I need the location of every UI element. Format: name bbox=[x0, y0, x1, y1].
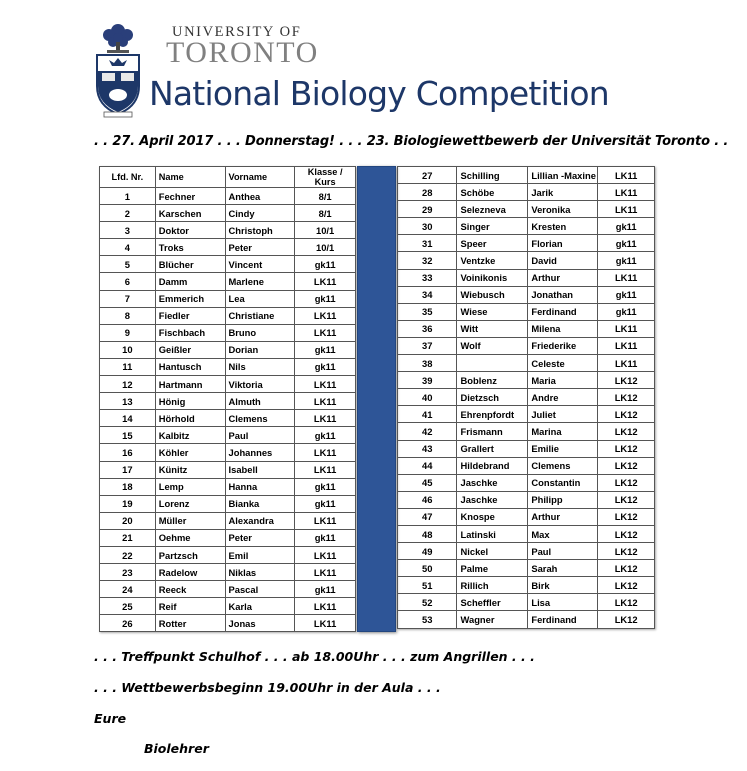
cell-name: Scheffler bbox=[457, 594, 528, 611]
cell-klasse: LK12 bbox=[598, 560, 655, 577]
cell-vorname: Christiane bbox=[225, 307, 295, 324]
cell-name: Müller bbox=[155, 512, 225, 529]
cell-nr: 25 bbox=[100, 598, 156, 615]
cell-nr: 24 bbox=[100, 581, 156, 598]
cell-nr: 4 bbox=[100, 239, 156, 256]
cell-vorname: Emilie bbox=[528, 440, 598, 457]
table-row bbox=[100, 222, 356, 239]
cell-vorname: Isabell bbox=[225, 461, 295, 478]
cell-name: Palme bbox=[457, 560, 528, 577]
cell-name: Ehrenpfordt bbox=[457, 406, 528, 423]
cell-nr: 10 bbox=[100, 341, 156, 358]
blue-divider-bar bbox=[357, 166, 396, 632]
cell-klasse: LK11 bbox=[295, 273, 356, 290]
cell-klasse: LK11 bbox=[295, 598, 356, 615]
cell-name: Hörhold bbox=[155, 410, 225, 427]
cell-klasse: LK11 bbox=[295, 376, 356, 393]
cell-klasse: LK11 bbox=[598, 269, 655, 286]
university-crest-icon bbox=[94, 22, 142, 118]
cell-klasse: gk11 bbox=[295, 478, 356, 495]
table-row bbox=[100, 273, 356, 290]
cell-vorname: Juliet bbox=[528, 406, 598, 423]
column-header-nr: Lfd. Nr. bbox=[100, 167, 156, 188]
cell-klasse: LK11 bbox=[295, 461, 356, 478]
table-row bbox=[398, 440, 655, 457]
table-row bbox=[100, 444, 356, 461]
cell-nr: 30 bbox=[398, 218, 457, 235]
cell-klasse: LK11 bbox=[295, 393, 356, 410]
cell-name: Kalbitz bbox=[155, 427, 225, 444]
cell-klasse: LK12 bbox=[598, 457, 655, 474]
cell-klasse: LK11 bbox=[295, 307, 356, 324]
cell-vorname: Ferdinand bbox=[528, 611, 598, 628]
cell-klasse: LK12 bbox=[598, 525, 655, 542]
cell-vorname: David bbox=[528, 252, 598, 269]
table-row bbox=[398, 201, 655, 218]
cell-nr: 1 bbox=[100, 188, 156, 205]
cell-klasse: gk11 bbox=[295, 427, 356, 444]
cell-klasse: gk11 bbox=[295, 290, 356, 307]
table-row bbox=[398, 543, 655, 560]
column-header-klasse-line1: Klasse / bbox=[307, 167, 343, 177]
cell-klasse: LK12 bbox=[598, 423, 655, 440]
cell-vorname: Bruno bbox=[225, 324, 295, 341]
cell-nr: 21 bbox=[100, 529, 156, 546]
cell-nr: 32 bbox=[398, 252, 457, 269]
cell-klasse: gk11 bbox=[295, 341, 356, 358]
column-header-klasse bbox=[295, 167, 356, 188]
cell-vorname: Nils bbox=[225, 358, 295, 375]
cell-klasse: LK12 bbox=[598, 440, 655, 457]
cell-vorname: Ferdinand bbox=[528, 303, 598, 320]
cell-vorname: Anthea bbox=[225, 188, 295, 205]
cell-vorname: Celeste bbox=[528, 355, 598, 372]
toronto-wordmark: TORONTO bbox=[166, 36, 319, 69]
cell-nr: 3 bbox=[100, 222, 156, 239]
table-row bbox=[398, 303, 655, 320]
cell-klasse: LK11 bbox=[295, 564, 356, 581]
cell-name: Karschen bbox=[155, 205, 225, 222]
cell-klasse: LK12 bbox=[598, 577, 655, 594]
cell-vorname: Emil bbox=[225, 546, 295, 563]
cell-vorname: Niklas bbox=[225, 564, 295, 581]
cell-nr: 37 bbox=[398, 337, 457, 354]
cell-vorname: Birk bbox=[528, 577, 598, 594]
cell-nr: 2 bbox=[100, 205, 156, 222]
cell-nr: 42 bbox=[398, 423, 457, 440]
table-row bbox=[398, 218, 655, 235]
cell-vorname: Paul bbox=[225, 427, 295, 444]
cell-vorname: Veronika bbox=[528, 201, 598, 218]
cell-klasse: LK11 bbox=[598, 355, 655, 372]
cell-vorname: Arthur bbox=[528, 508, 598, 525]
competition-start-note: . . . Wettbewerbsbeginn 19.00Uhr in der Aula . . . bbox=[94, 680, 441, 695]
table-row bbox=[398, 269, 655, 286]
cell-nr: 47 bbox=[398, 508, 457, 525]
cell-vorname: Jonas bbox=[225, 615, 295, 632]
cell-name: Knospe bbox=[457, 508, 528, 525]
cell-klasse: LK12 bbox=[598, 491, 655, 508]
cell-name: Speer bbox=[457, 235, 528, 252]
cell-name: Selezneva bbox=[457, 201, 528, 218]
table-row bbox=[398, 167, 655, 184]
cell-nr: 7 bbox=[100, 290, 156, 307]
cell-name: Künitz bbox=[155, 461, 225, 478]
cell-nr: 14 bbox=[100, 410, 156, 427]
cell-klasse: LK11 bbox=[598, 184, 655, 201]
column-header-vorname: Vorname bbox=[225, 167, 295, 188]
cell-nr: 27 bbox=[398, 167, 457, 184]
table-row bbox=[398, 337, 655, 354]
cell-vorname: Almuth bbox=[225, 393, 295, 410]
participant-table-left bbox=[99, 166, 356, 632]
participant-table-right bbox=[397, 166, 655, 629]
cell-klasse: LK11 bbox=[295, 546, 356, 563]
table-row bbox=[398, 286, 655, 303]
table-row bbox=[100, 358, 356, 375]
cell-nr: 15 bbox=[100, 427, 156, 444]
table-row bbox=[398, 611, 655, 628]
cell-nr: 13 bbox=[100, 393, 156, 410]
cell-nr: 39 bbox=[398, 372, 457, 389]
cell-name: Jaschke bbox=[457, 491, 528, 508]
table-row bbox=[398, 474, 655, 491]
cell-name: Lorenz bbox=[155, 495, 225, 512]
column-header-kurs-line2: Kurs bbox=[314, 177, 336, 187]
table-row bbox=[398, 406, 655, 423]
cell-nr: 11 bbox=[100, 358, 156, 375]
table-row bbox=[100, 290, 356, 307]
table-row bbox=[398, 423, 655, 440]
cell-vorname: Lisa bbox=[528, 594, 598, 611]
cell-nr: 41 bbox=[398, 406, 457, 423]
cell-vorname: Max bbox=[528, 525, 598, 542]
cell-nr: 20 bbox=[100, 512, 156, 529]
cell-klasse: LK11 bbox=[295, 512, 356, 529]
cell-klasse: LK12 bbox=[598, 594, 655, 611]
table-row bbox=[100, 393, 356, 410]
cell-vorname: Andre bbox=[528, 389, 598, 406]
cell-name: Fiedler bbox=[155, 307, 225, 324]
cell-klasse: 10/1 bbox=[295, 222, 356, 239]
table-row bbox=[398, 457, 655, 474]
table-row bbox=[100, 495, 356, 512]
cell-klasse: LK11 bbox=[295, 324, 356, 341]
cell-name: Dietzsch bbox=[457, 389, 528, 406]
table-row bbox=[100, 598, 356, 615]
cell-name: Grallert bbox=[457, 440, 528, 457]
table-row bbox=[100, 324, 356, 341]
university-of-label: UNIVERSITY OF bbox=[172, 24, 302, 40]
cell-nr: 18 bbox=[100, 478, 156, 495]
cell-name: Schöbe bbox=[457, 184, 528, 201]
cell-vorname: Vincent bbox=[225, 256, 295, 273]
table-row bbox=[100, 256, 356, 273]
cell-name: Hartmann bbox=[155, 376, 225, 393]
table-row bbox=[398, 508, 655, 525]
cell-name: Nickel bbox=[457, 543, 528, 560]
cell-nr: 9 bbox=[100, 324, 156, 341]
cell-vorname: Viktoria bbox=[225, 376, 295, 393]
cell-nr: 40 bbox=[398, 389, 457, 406]
cell-vorname: Peter bbox=[225, 239, 295, 256]
cell-name: Partzsch bbox=[155, 546, 225, 563]
cell-name: Voinikonis bbox=[457, 269, 528, 286]
cell-vorname: Clemens bbox=[528, 457, 598, 474]
cell-klasse: LK11 bbox=[295, 410, 356, 427]
cell-vorname: Florian bbox=[528, 235, 598, 252]
cell-name: Wolf bbox=[457, 337, 528, 354]
cell-klasse: LK11 bbox=[598, 337, 655, 354]
cell-vorname: Milena bbox=[528, 320, 598, 337]
cell-nr: 31 bbox=[398, 235, 457, 252]
cell-vorname: Constantin bbox=[528, 474, 598, 491]
cell-name: Rillich bbox=[457, 577, 528, 594]
cell-name: Rotter bbox=[155, 615, 225, 632]
cell-nr: 23 bbox=[100, 564, 156, 581]
cell-vorname: Alexandra bbox=[225, 512, 295, 529]
table-row bbox=[100, 188, 356, 205]
cell-vorname: Dorian bbox=[225, 341, 295, 358]
cell-klasse: 8/1 bbox=[295, 205, 356, 222]
cell-vorname: Peter bbox=[225, 529, 295, 546]
cell-name: Fechner bbox=[155, 188, 225, 205]
cell-klasse: 10/1 bbox=[295, 239, 356, 256]
cell-name: Singer bbox=[457, 218, 528, 235]
cell-name: Boblenz bbox=[457, 372, 528, 389]
cell-klasse: LK12 bbox=[598, 611, 655, 628]
cell-name: Reeck bbox=[155, 581, 225, 598]
cell-name: Wiebusch bbox=[457, 286, 528, 303]
cell-klasse: gk11 bbox=[295, 256, 356, 273]
cell-nr: 49 bbox=[398, 543, 457, 560]
cell-nr: 38 bbox=[398, 355, 457, 372]
cell-vorname: Kresten bbox=[528, 218, 598, 235]
table-row bbox=[100, 376, 356, 393]
table-row bbox=[398, 389, 655, 406]
table-row bbox=[100, 581, 356, 598]
cell-klasse: LK11 bbox=[598, 320, 655, 337]
cell-nr: 8 bbox=[100, 307, 156, 324]
table-row bbox=[100, 307, 356, 324]
closing-salutation: Eure bbox=[94, 711, 127, 726]
cell-klasse: LK11 bbox=[295, 615, 356, 632]
cell-nr: 19 bbox=[100, 495, 156, 512]
cell-vorname: Clemens bbox=[225, 410, 295, 427]
cell-klasse: gk11 bbox=[598, 218, 655, 235]
cell-klasse: LK11 bbox=[598, 167, 655, 184]
cell-name: Hönig bbox=[155, 393, 225, 410]
cell-name: Troks bbox=[155, 239, 225, 256]
cell-nr: 46 bbox=[398, 491, 457, 508]
cell-vorname: Jonathan bbox=[528, 286, 598, 303]
table-row bbox=[100, 427, 356, 444]
cell-vorname: Cindy bbox=[225, 205, 295, 222]
table-row bbox=[398, 355, 655, 372]
cell-name: Köhler bbox=[155, 444, 225, 461]
cell-vorname: Lea bbox=[225, 290, 295, 307]
column-header-name: Name bbox=[155, 167, 225, 188]
cell-klasse: LK11 bbox=[295, 444, 356, 461]
cell-name: Hantusch bbox=[155, 358, 225, 375]
table-row bbox=[100, 478, 356, 495]
table-row bbox=[398, 184, 655, 201]
cell-klasse: gk11 bbox=[598, 235, 655, 252]
cell-name: Damm bbox=[155, 273, 225, 290]
table-row bbox=[100, 410, 356, 427]
cell-klasse: LK12 bbox=[598, 508, 655, 525]
cell-klasse: gk11 bbox=[598, 303, 655, 320]
cell-name: Fischbach bbox=[155, 324, 225, 341]
cell-vorname: Philipp bbox=[528, 491, 598, 508]
table-row bbox=[398, 560, 655, 577]
competition-title: National Biology Competition bbox=[149, 74, 609, 113]
signature: Biolehrer bbox=[144, 741, 209, 756]
cell-name: Jaschke bbox=[457, 474, 528, 491]
table-row bbox=[398, 577, 655, 594]
cell-vorname: Pascal bbox=[225, 581, 295, 598]
cell-name: Emmerich bbox=[155, 290, 225, 307]
cell-nr: 22 bbox=[100, 546, 156, 563]
table-row bbox=[100, 512, 356, 529]
cell-nr: 28 bbox=[398, 184, 457, 201]
cell-nr: 16 bbox=[100, 444, 156, 461]
cell-name: Hildebrand bbox=[457, 457, 528, 474]
table-row bbox=[398, 491, 655, 508]
cell-klasse: LK12 bbox=[598, 406, 655, 423]
cell-vorname: Maria bbox=[528, 372, 598, 389]
cell-vorname: Marina bbox=[528, 423, 598, 440]
cell-name: Reif bbox=[155, 598, 225, 615]
cell-name: Lemp bbox=[155, 478, 225, 495]
cell-klasse: LK12 bbox=[598, 389, 655, 406]
cell-name: Oehme bbox=[155, 529, 225, 546]
cell-vorname: Karla bbox=[225, 598, 295, 615]
cell-name: Geißler bbox=[155, 341, 225, 358]
event-headline: . . 27. April 2017 . . . Donnerstag! . . . 23. Biologiewettbewerb der Universität Toronto . . bbox=[94, 134, 729, 149]
table-row bbox=[398, 235, 655, 252]
cell-klasse: LK11 bbox=[598, 201, 655, 218]
cell-nr: 6 bbox=[100, 273, 156, 290]
table-row bbox=[100, 546, 356, 563]
cell-nr: 52 bbox=[398, 594, 457, 611]
cell-nr: 50 bbox=[398, 560, 457, 577]
table-row bbox=[100, 239, 356, 256]
cell-klasse: gk11 bbox=[598, 286, 655, 303]
cell-nr: 43 bbox=[398, 440, 457, 457]
table-row bbox=[100, 341, 356, 358]
cell-vorname: Bianka bbox=[225, 495, 295, 512]
cell-nr: 35 bbox=[398, 303, 457, 320]
cell-nr: 12 bbox=[100, 376, 156, 393]
cell-vorname: Hanna bbox=[225, 478, 295, 495]
cell-name: Blücher bbox=[155, 256, 225, 273]
cell-klasse: gk11 bbox=[295, 358, 356, 375]
table-row bbox=[100, 529, 356, 546]
cell-klasse: gk11 bbox=[295, 495, 356, 512]
cell-name: Wagner bbox=[457, 611, 528, 628]
cell-vorname: Arthur bbox=[528, 269, 598, 286]
table-row bbox=[398, 525, 655, 542]
table-row bbox=[398, 372, 655, 389]
cell-vorname: Sarah bbox=[528, 560, 598, 577]
table-row bbox=[398, 594, 655, 611]
table-row bbox=[100, 461, 356, 478]
table-row bbox=[398, 252, 655, 269]
cell-vorname: Johannes bbox=[225, 444, 295, 461]
cell-nr: 45 bbox=[398, 474, 457, 491]
cell-name: Wiese bbox=[457, 303, 528, 320]
cell-nr: 44 bbox=[398, 457, 457, 474]
cell-nr: 34 bbox=[398, 286, 457, 303]
cell-klasse: gk11 bbox=[295, 581, 356, 598]
cell-vorname: Friederike bbox=[528, 337, 598, 354]
cell-klasse: LK12 bbox=[598, 543, 655, 560]
cell-nr: 51 bbox=[398, 577, 457, 594]
table-row bbox=[398, 320, 655, 337]
table-header-row bbox=[100, 167, 356, 188]
cell-name bbox=[457, 355, 528, 372]
cell-klasse: LK12 bbox=[598, 474, 655, 491]
cell-vorname: Christoph bbox=[225, 222, 295, 239]
cell-name: Frismann bbox=[457, 423, 528, 440]
cell-vorname: Jarik bbox=[528, 184, 598, 201]
cell-klasse: 8/1 bbox=[295, 188, 356, 205]
table-row bbox=[100, 615, 356, 632]
table-row bbox=[100, 564, 356, 581]
cell-name: Witt bbox=[457, 320, 528, 337]
cell-name: Ventzke bbox=[457, 252, 528, 269]
cell-nr: 29 bbox=[398, 201, 457, 218]
cell-vorname: Paul bbox=[528, 543, 598, 560]
cell-nr: 53 bbox=[398, 611, 457, 628]
table-row bbox=[100, 205, 356, 222]
cell-klasse: gk11 bbox=[295, 529, 356, 546]
cell-name: Schilling bbox=[457, 167, 528, 184]
cell-vorname: Lillian -Maxine bbox=[528, 167, 598, 184]
cell-nr: 48 bbox=[398, 525, 457, 542]
cell-nr: 33 bbox=[398, 269, 457, 286]
cell-nr: 5 bbox=[100, 256, 156, 273]
cell-nr: 36 bbox=[398, 320, 457, 337]
cell-nr: 26 bbox=[100, 615, 156, 632]
meeting-point-note: . . . Treffpunkt Schulhof . . . ab 18.00Uhr . . . zum Angrillen . . . bbox=[94, 649, 535, 664]
cell-name: Radelow bbox=[155, 564, 225, 581]
cell-name: Doktor bbox=[155, 222, 225, 239]
cell-klasse: LK12 bbox=[598, 372, 655, 389]
cell-vorname: Marlene bbox=[225, 273, 295, 290]
cell-nr: 17 bbox=[100, 461, 156, 478]
cell-name: Latinski bbox=[457, 525, 528, 542]
cell-klasse: gk11 bbox=[598, 252, 655, 269]
